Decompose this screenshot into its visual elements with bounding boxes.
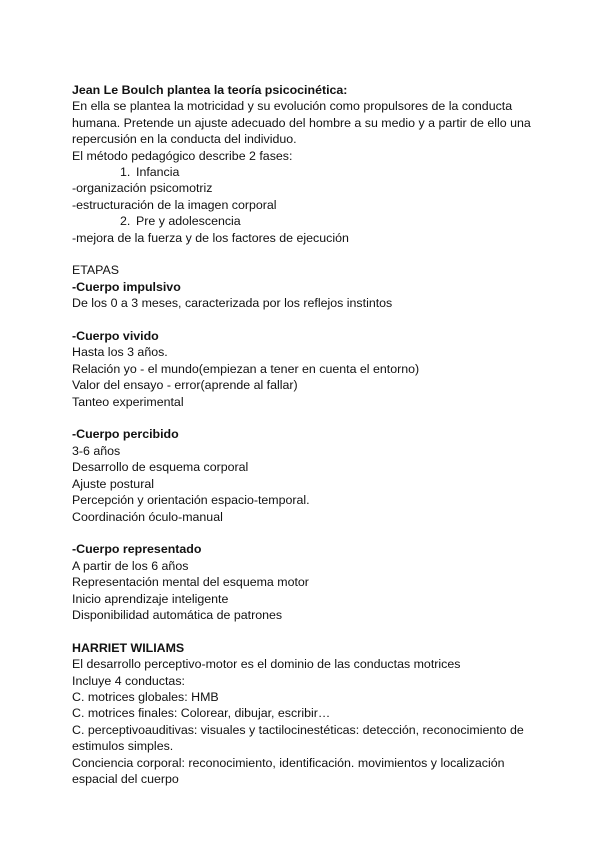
phase-1-number: 1. bbox=[120, 165, 131, 180]
phase-2-number: 2. bbox=[120, 214, 131, 229]
method-line: El método pedagógico describe 2 fases: bbox=[72, 148, 293, 163]
harriet-line: C. motrices finales: Colorear, dibujar, escribir… bbox=[72, 706, 331, 721]
stage-line: Ajuste postural bbox=[72, 476, 154, 491]
harriet-line: El desarrollo perceptivo-motor es el dominio de las conductas motrices bbox=[72, 657, 461, 672]
stage-title: -Cuerpo representado bbox=[72, 542, 202, 557]
harriet-section bbox=[72, 640, 542, 788]
phase-1-detail: -estructuración de la imagen corporal bbox=[72, 197, 277, 212]
stage-line: Percepción y orientación espacio-temporal. bbox=[72, 493, 310, 508]
phase-1-item bbox=[72, 164, 542, 180]
phase-1-label: Infancia bbox=[136, 165, 180, 180]
stage-line: Relación yo - el mundo(empiezan a tener en cuenta el entorno) bbox=[72, 361, 420, 376]
spacer bbox=[72, 623, 542, 639]
phase-2-label: Pre y adolescencia bbox=[136, 214, 241, 229]
phase-2-item bbox=[72, 213, 542, 229]
harriet-line: Conciencia corporal: reconocimiento, identificación. movimientos y localización espacial del cuerpo bbox=[72, 755, 505, 786]
stage-line: Tanteo experimental bbox=[72, 394, 184, 409]
stage-section bbox=[72, 541, 542, 623]
stage-line: Representación mental del esquema motor bbox=[72, 575, 309, 590]
stage-section bbox=[72, 426, 542, 524]
stage-line: Desarrollo de esquema corporal bbox=[72, 460, 249, 475]
harriet-line: C. motrices globales: HMB bbox=[72, 689, 219, 704]
stage-title: -Cuerpo percibido bbox=[72, 427, 179, 442]
stage-line: Coordinación óculo-manual bbox=[72, 509, 223, 524]
spacer bbox=[72, 312, 542, 328]
stage-title: -Cuerpo vivido bbox=[72, 329, 159, 344]
stages-heading: ETAPAS bbox=[72, 263, 120, 278]
intro-paragraph: En ella se plantea la motricidad y su evolución como propulsores de la conducta humana. Pretende un ajuste adecuado del hombre a su medio y a partir de ello una repercusión en la conducta del individuo. bbox=[72, 99, 531, 147]
document-page bbox=[72, 82, 542, 787]
stage-section bbox=[72, 328, 542, 410]
stage-line: 3-6 años bbox=[72, 443, 121, 458]
stage-line: Hasta los 3 años. bbox=[72, 345, 168, 360]
spacer bbox=[72, 525, 542, 541]
stage-line: Disponibilidad automática de patrones bbox=[72, 607, 283, 622]
stage-line: Valor del ensayo - error(aprende al fallar) bbox=[72, 378, 298, 393]
phase-2-detail: -mejora de la fuerza y de los factores de ejecución bbox=[72, 230, 349, 245]
spacer bbox=[72, 246, 542, 262]
stage-section bbox=[72, 279, 542, 312]
phase-1-detail: -organización psicomotriz bbox=[72, 181, 213, 196]
harriet-line: Incluye 4 conductas: bbox=[72, 673, 185, 688]
spacer bbox=[72, 410, 542, 426]
stage-title: -Cuerpo impulsivo bbox=[72, 279, 181, 294]
stage-line: De los 0 a 3 meses, caracterizada por los reflejos instintos bbox=[72, 296, 393, 311]
harriet-line: C. perceptivoauditivas: visuales y tactilocinestéticas: detección, reconocimiento de estimulos simples. bbox=[72, 722, 524, 754]
stage-line: Inicio aprendizaje inteligente bbox=[72, 591, 229, 606]
intro-title: Jean Le Boulch plantea la teoría psicocinética: bbox=[72, 83, 348, 97]
harriet-title: HARRIET WILIAMS bbox=[72, 640, 185, 655]
stage-line: A partir de los 6 años bbox=[72, 558, 189, 573]
